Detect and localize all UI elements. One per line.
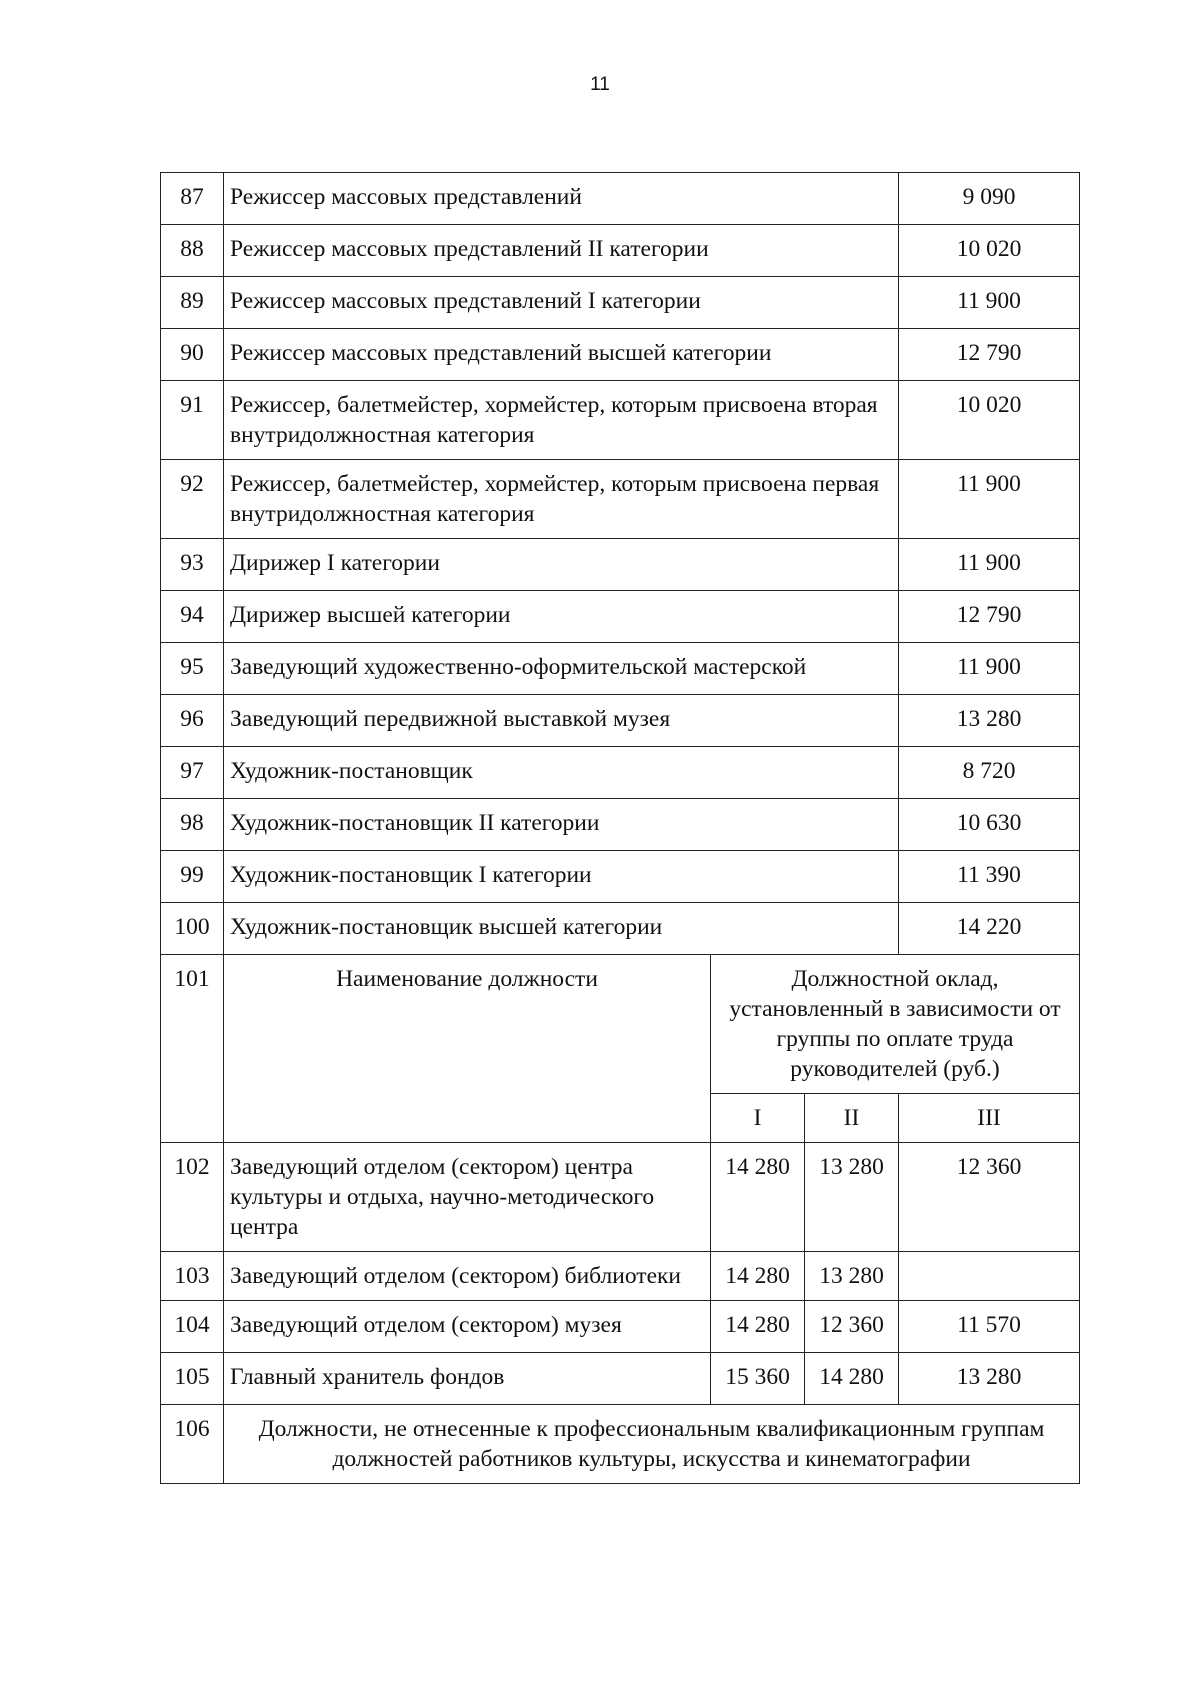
salary-value: 11 390 xyxy=(899,851,1080,903)
position-title: Заведующий отделом (сектором) музея xyxy=(224,1301,711,1353)
row-number: 106 xyxy=(161,1405,224,1484)
group-header: III xyxy=(899,1094,1080,1143)
row-number: 102 xyxy=(161,1143,224,1252)
column-header-salary: Должностной оклад, установленный в зависимости от группы по оплате труда руководителей (руб.) xyxy=(711,955,1080,1094)
table-row xyxy=(161,591,1080,643)
salary-table xyxy=(160,172,1080,1484)
table-row xyxy=(161,799,1080,851)
salary-value: 11 900 xyxy=(899,277,1080,329)
position-title: Режиссер массовых представлений высшей категории xyxy=(224,329,899,381)
row-number: 89 xyxy=(161,277,224,329)
position-title: Заведующий передвижной выставкой музея xyxy=(224,695,899,747)
table-row xyxy=(161,1405,1080,1484)
salary-value: 10 020 xyxy=(899,381,1080,460)
salary-value: 9 090 xyxy=(899,173,1080,225)
table-row xyxy=(161,173,1080,225)
group-header: I xyxy=(711,1094,805,1143)
salary-group-1: 14 280 xyxy=(711,1143,805,1252)
position-title: Режиссер массовых представлений II категории xyxy=(224,225,899,277)
position-title: Заведующий отделом (сектором) центра культуры и отдыха, научно-методического центра xyxy=(224,1143,711,1252)
row-number: 97 xyxy=(161,747,224,799)
table-row xyxy=(161,277,1080,329)
salary-value: 10 020 xyxy=(899,225,1080,277)
position-title: Художник-постановщик xyxy=(224,747,899,799)
table-row xyxy=(161,460,1080,539)
position-title: Художник-постановщик I категории xyxy=(224,851,899,903)
salary-value: 12 790 xyxy=(899,591,1080,643)
row-number: 101 xyxy=(161,955,224,1143)
row-number: 92 xyxy=(161,460,224,539)
row-number: 91 xyxy=(161,381,224,460)
salary-group-1: 15 360 xyxy=(711,1353,805,1405)
position-title: Главный хранитель фондов xyxy=(224,1353,711,1405)
table-row xyxy=(161,539,1080,591)
section-title: Должности, не отнесенные к профессиональным квалификационным группам должностей работников культуры, искусства и кинематографии xyxy=(224,1405,1080,1484)
salary-value: 13 280 xyxy=(899,695,1080,747)
row-number: 93 xyxy=(161,539,224,591)
salary-group-1: 14 280 xyxy=(711,1252,805,1301)
salary-value: 11 900 xyxy=(899,539,1080,591)
salary-value: 12 790 xyxy=(899,329,1080,381)
table-row xyxy=(161,903,1080,955)
position-title: Художник-постановщик высшей категории xyxy=(224,903,899,955)
page-number: 11 xyxy=(590,74,610,95)
salary-group-3: 11 570 xyxy=(899,1301,1080,1353)
table-row xyxy=(161,1301,1080,1353)
table-row xyxy=(161,225,1080,277)
position-title: Заведующий отделом (сектором) библиотеки xyxy=(224,1252,711,1301)
table-row xyxy=(161,329,1080,381)
position-title: Режиссер массовых представлений I категории xyxy=(224,277,899,329)
table-row xyxy=(161,747,1080,799)
position-title: Режиссер, балетмейстер, хормейстер, которым присвоена первая внутридолжностная категория xyxy=(224,460,899,539)
position-title: Заведующий художественно-оформительской мастерской xyxy=(224,643,899,695)
salary-group-2: 13 280 xyxy=(805,1143,899,1252)
position-title: Дирижер высшей категории xyxy=(224,591,899,643)
position-title: Режиссер, балетмейстер, хормейстер, которым присвоена вторая внутридолжностная категория xyxy=(224,381,899,460)
column-header-position: Наименование должности xyxy=(224,955,711,1143)
salary-group-2: 14 280 xyxy=(805,1353,899,1405)
group-header: II xyxy=(805,1094,899,1143)
row-number: 94 xyxy=(161,591,224,643)
position-title: Художник-постановщик II категории xyxy=(224,799,899,851)
salary-value: 10 630 xyxy=(899,799,1080,851)
row-number: 98 xyxy=(161,799,224,851)
salary-group-2: 12 360 xyxy=(805,1301,899,1353)
row-number: 105 xyxy=(161,1353,224,1405)
row-number: 96 xyxy=(161,695,224,747)
table-row xyxy=(161,851,1080,903)
row-number: 87 xyxy=(161,173,224,225)
table-header-row xyxy=(161,955,1080,1094)
table-row xyxy=(161,1353,1080,1405)
salary-value: 8 720 xyxy=(899,747,1080,799)
salary-group-3: 13 280 xyxy=(899,1353,1080,1405)
position-title: Дирижер I категории xyxy=(224,539,899,591)
row-number: 95 xyxy=(161,643,224,695)
salary-table-body xyxy=(161,173,1080,1484)
row-number: 88 xyxy=(161,225,224,277)
row-number: 104 xyxy=(161,1301,224,1353)
table-row xyxy=(161,1143,1080,1252)
table-row xyxy=(161,643,1080,695)
table-row xyxy=(161,695,1080,747)
salary-value: 11 900 xyxy=(899,643,1080,695)
salary-group-3 xyxy=(899,1252,1080,1301)
salary-value: 11 900 xyxy=(899,460,1080,539)
row-number: 103 xyxy=(161,1252,224,1301)
table-row xyxy=(161,381,1080,460)
table-row xyxy=(161,1252,1080,1301)
salary-value: 14 220 xyxy=(899,903,1080,955)
row-number: 99 xyxy=(161,851,224,903)
row-number: 90 xyxy=(161,329,224,381)
salary-group-2: 13 280 xyxy=(805,1252,899,1301)
row-number: 100 xyxy=(161,903,224,955)
salary-group-3: 12 360 xyxy=(899,1143,1080,1252)
position-title: Режиссер массовых представлений xyxy=(224,173,899,225)
salary-group-1: 14 280 xyxy=(711,1301,805,1353)
